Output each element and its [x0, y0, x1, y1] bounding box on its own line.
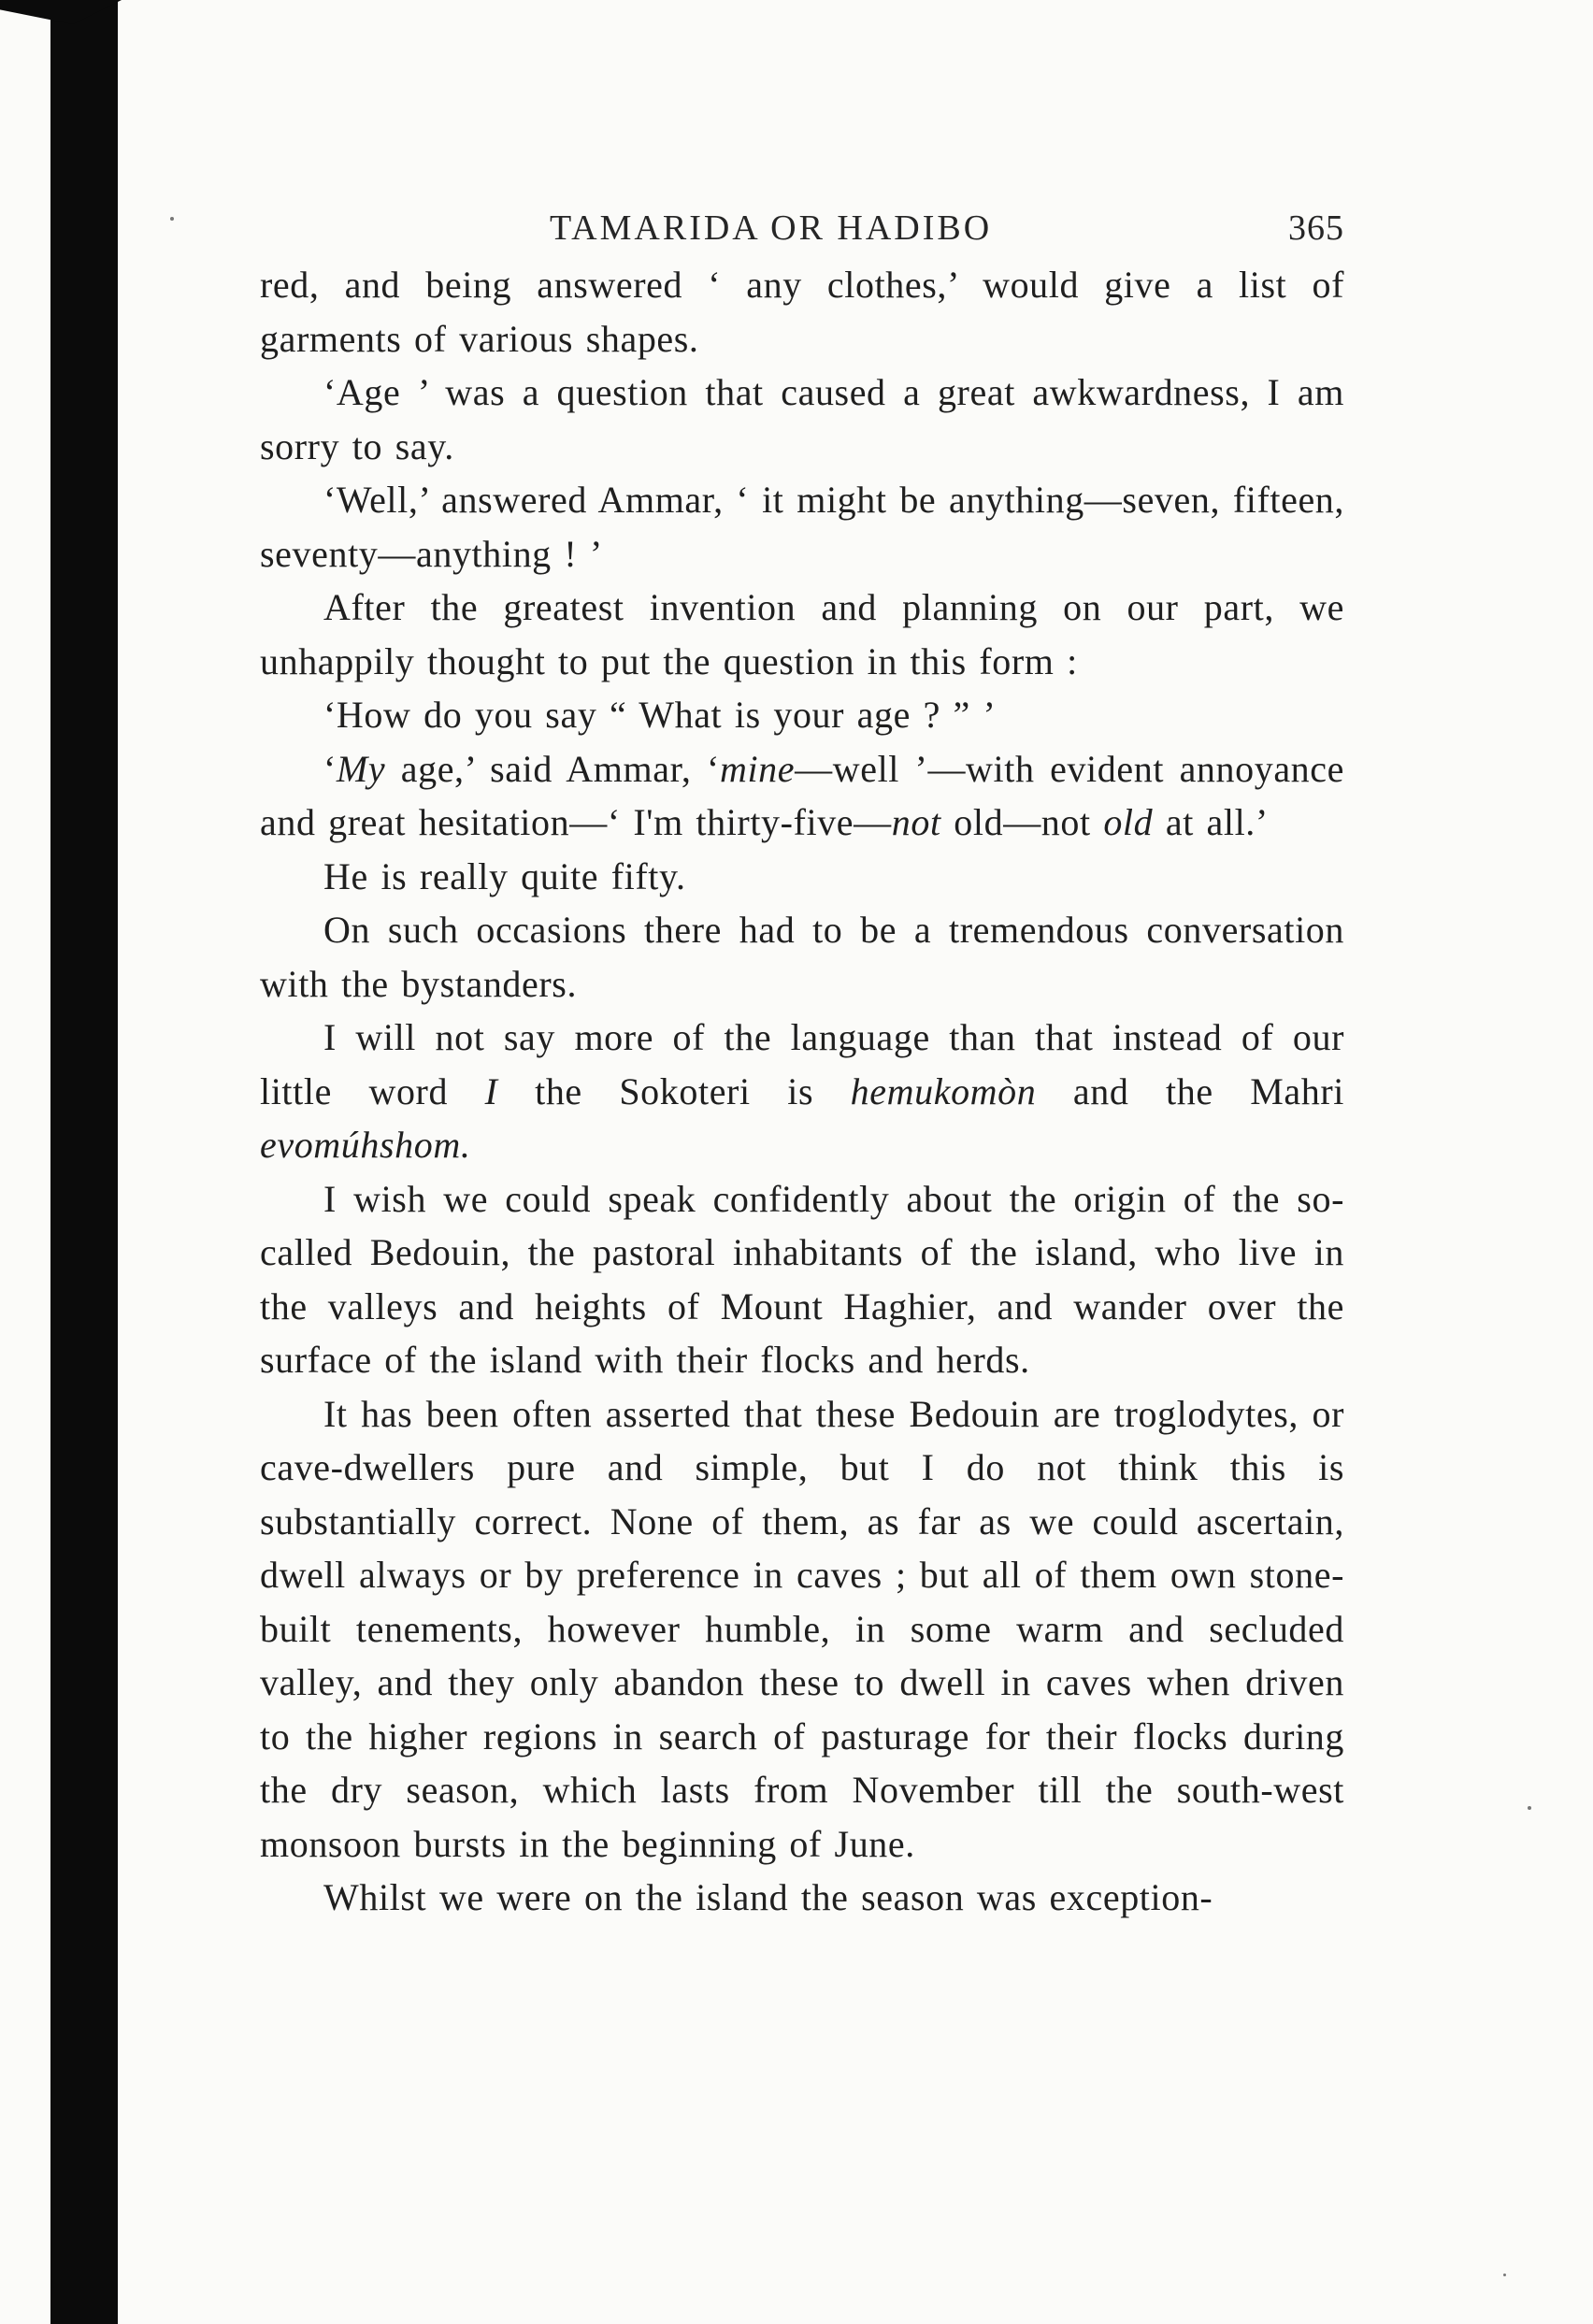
text-run: He is really quite fifty.	[323, 854, 686, 897]
italic-text: I	[484, 1069, 498, 1112]
running-title: TAMARIDA OR HADIBO	[550, 208, 993, 248]
book-page	[260, 202, 1344, 1925]
italic-text: hemukomòn	[850, 1069, 1037, 1112]
text-run: ‘	[323, 747, 337, 790]
paper-speck	[170, 217, 174, 221]
text-run: red, and being answered ‘ any clothes,’ would give a list of garments of various shapes.	[260, 264, 1344, 360]
book-binding-edge	[50, 0, 118, 2324]
italic-text: My	[336, 747, 386, 790]
italic-text: evomúhshom.	[260, 1124, 471, 1166]
text-run: After the greatest invention and planning on our part, we unhappily thought to put the question in this form :	[260, 586, 1344, 682]
text-run: old—not	[940, 801, 1104, 843]
paragraph	[260, 1387, 1344, 1872]
text-run: On such occasions there had to be a tremendous conversation with the bystanders.	[260, 909, 1344, 1005]
text-run: ‘How do you say “ What is your age ? ” ’	[323, 694, 997, 736]
text-run: at all.’	[1153, 801, 1269, 843]
paragraph	[260, 581, 1344, 688]
text-run: the Sokoteri is	[497, 1069, 851, 1112]
paragraph	[260, 850, 1344, 904]
text-run: I will not say more of the language than that instead of our little word	[260, 1016, 1344, 1112]
text-run: age,’ said Ammar, ‘	[385, 747, 720, 790]
paragraph	[260, 742, 1344, 850]
paragraph	[260, 258, 1344, 366]
paragraph	[260, 366, 1344, 473]
text-run: —well ’—with evident annoyance and great hesitation—‘ I'm thirty-five—	[260, 747, 1344, 843]
paragraph	[260, 1871, 1344, 1925]
paragraph	[260, 903, 1344, 1011]
italic-text: mine	[719, 747, 796, 790]
body-text	[260, 258, 1344, 1925]
text-run: I wish we could speak confidently about the origin of the so-called Bedouin, the pastoral inhabitants of the island, who live in the valleys and heights of Mount Haghier, and wander over the surface of the island with their flocks and herds.	[260, 1177, 1344, 1381]
text-run: and the Mahri	[1036, 1069, 1344, 1112]
paragraph	[260, 473, 1344, 581]
paragraph	[260, 1172, 1344, 1387]
paragraph	[260, 1011, 1344, 1172]
paragraph	[260, 688, 1344, 742]
text-run: ‘Age ’ was a question that caused a great awkwardness, I am sorry to say.	[260, 371, 1344, 467]
running-head	[260, 202, 1344, 258]
italic-text: old	[1103, 801, 1154, 843]
text-run: It has been often asserted that these Bedouin are troglodytes, or cave-dwellers pure and simple, but I do not think this is substantially correct. None of them, as far as we could ascertain, dwell always or by preference in caves ; but all of them own stone-built tenements, however humble, in some warm and secluded valley, and they only abandon these to dwell in caves when driven to the higher regions in search of pasturage for their flocks during the dry season, which lasts from November till the south-west monsoon bursts in the beginning of June.	[260, 1392, 1344, 1865]
paper-speck	[1528, 1806, 1531, 1810]
text-run: Whilst we were on the island the season was exception-	[323, 1876, 1213, 1918]
page-number: 365	[1288, 208, 1344, 248]
paper-speck	[1503, 2274, 1506, 2276]
italic-text: not	[891, 801, 941, 843]
text-run: ‘Well,’ answered Ammar, ‘ it might be anything—seven, fifteen, seventy—anything ! ’	[260, 479, 1344, 575]
